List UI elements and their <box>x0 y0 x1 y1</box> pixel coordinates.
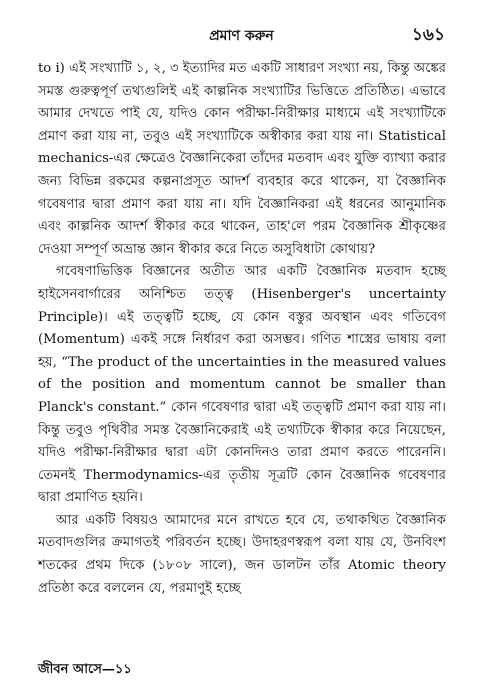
running-title: প্রমাণ করুন <box>209 28 274 44</box>
running-header <box>0 22 483 46</box>
paragraph-2: গবেষণাভিত্তিক বিজ্ঞানের অতীত আর একটি বৈজ্ঞানিক মতবাদ হচ্ছে হাইসেনবার্গারের অনিশ্চিত তত্ত্ব (Hisenberger's uncertainty Principle)। এই তত্ত্বটি হচ্ছে, যে কোন বস্তুর অবস্থান এবং গতিবেগ (Momentum) একই সঙ্গে নির্ধারণ করা অসম্ভব। গণিত শাস্ত্রের ভাষায় বলা হয়, “The product of the uncertainties in the measured values of the position and momentum cannot be smaller than Planck's constant.” কোন গবেষণার দ্বারা এই তত্ত্বটি প্রমাণ করা যায় না। কিন্তু তবুও পৃথিবীর সমস্ত বৈজ্ঞানিকেরাই এই তথ্যটিকে স্বীকার করে নিয়েছেন, যদিও পরীক্ষা-নিরীক্ষার দ্বারা এটা কোনদিনও তারা প্রমাণ করতে পারেননি। তেমনই Thermodynamics-এর তৃতীয় সূত্রটি কোন বৈজ্ঞানিক গবেষণার দ্বারা প্রমাণিত হয়নি। <box>38 264 446 506</box>
paragraph-1: to i) এই সংখ্যাটি ১, ২, ৩ ইত্যাদির মত একটি সাধারণ সংখ্যা নয়, কিন্তু অঙ্কের সমস্ত গুরুত্বপূর্ণ তথ্যগুলিই এই কাল্পনিক সংখ্যাটির ভিত্তিতে প্রতিষ্ঠিত। এভাবে আমার দেখতে পাই যে, যদিও কোন পরীক্ষা-নিরীক্ষার মাধ্যমে এই সংখ্যাটিকে প্রমাণ করা যায় না, তবুও এই সংখ্যাটিকে অস্বীকার করা যায় না। Statistical mechanics-এর ক্ষেত্রেও বৈজ্ঞানিকেরা তাঁদের মতবাদ এবং যুক্তি ব্যাখ্যা করার জন্য বিভিন্ন রকমের কল্পনাপ্রসূত আদর্শ ব্যবহার করে থাকেন, যা বৈজ্ঞানিক গবেষণার দ্বারা প্রমাণ করা যায় না। যদি বৈজ্ঞানিকরা এই ধরনের আনুমানিক এবং কাল্পনিক আদর্শ স্বীকার করে থাকেন, তাহ'লে পরম বৈজ্ঞানিক শ্রীকৃষ্ণের দেওয়া সম্পূর্ণ অভ্রান্ত জ্ঞান স্বীকার করে নিতে অসুবিধাটা কোথায়? <box>38 61 446 257</box>
paragraph-3: আর একটি বিষয়ও আমাদের মনে রাখতে হবে যে, তথাকথিত বৈজ্ঞানিক মতবাদগুলির ক্রমাগতই পরিবর্তন হচ্ছে। উদাহরণস্বরূপ বলা যায় যে, উনবিংশ শতকের প্রথম দিকে (১৮০৮ সালে), জন ডালটন তাঁর Atomic theory প্রতিষ্ঠা করে বললেন যে, পরমাণুই হচ্ছে <box>38 512 446 596</box>
page-number: ১৬১ <box>411 25 445 45</box>
body-text <box>38 58 446 600</box>
footer-signature: জীবন আসে—১১ <box>38 662 132 677</box>
